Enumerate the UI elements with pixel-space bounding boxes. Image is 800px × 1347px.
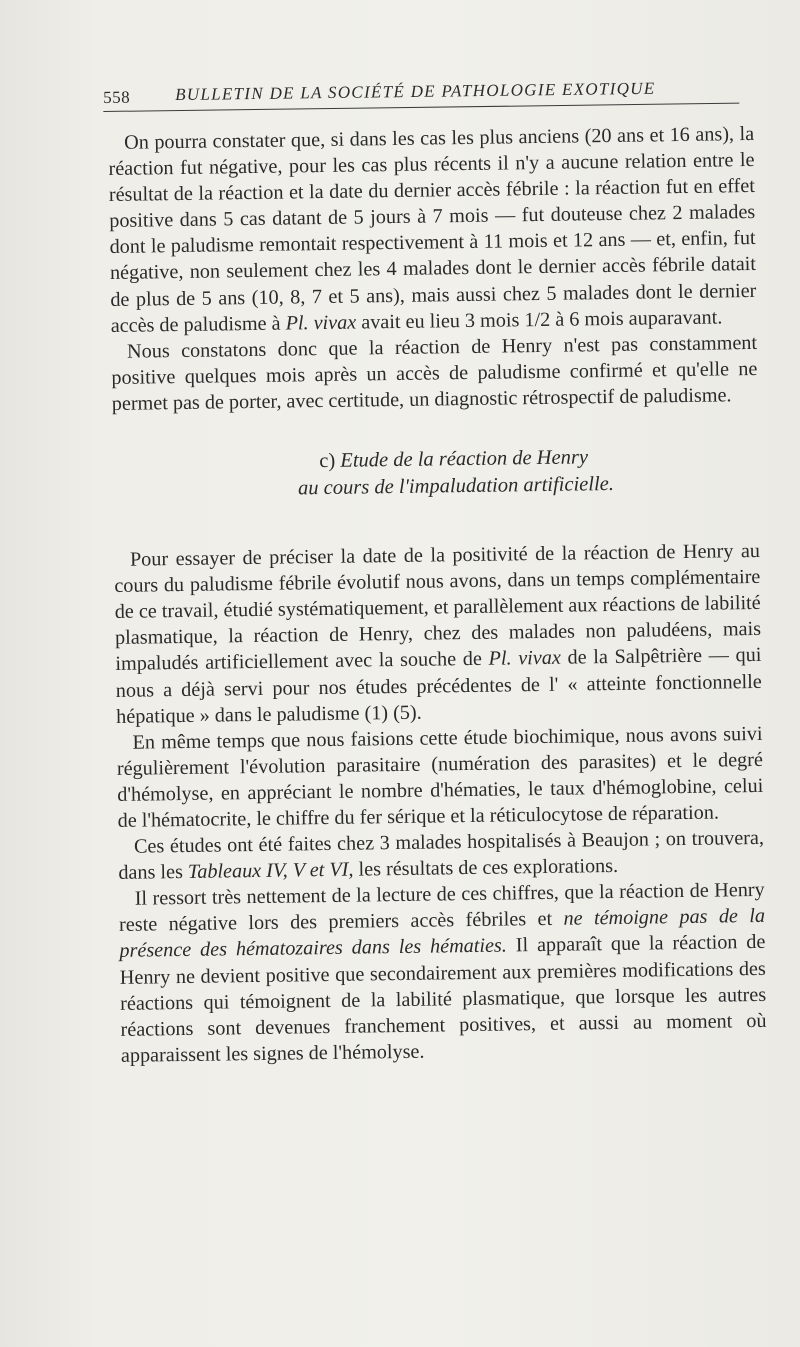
paragraph-text: avait eu lieu 3 mois 1/2 à 6 mois auparavant. <box>361 306 723 334</box>
paragraph <box>108 121 757 339</box>
paragraph-text: les résultats de ces explorations. <box>358 855 619 881</box>
table-reference: Tableaux IV, V et VI, <box>187 858 354 884</box>
paragraph: Nous constatons donc que la réaction de Henry n'est pas constamment positive quelques mois après un accès de paludisme confirmé et qu'elle ne permet pas de porter, avec certitude, un diagnostic rétrospectif de paludisme. <box>111 331 758 415</box>
paragraph: En même temps que nous faisions cette étude biochimique, nous avons suivi régulièrement l'évolution parasitaire (numération des parasites) et le degré d'hémolyse, en appréciant le nombre d'hématies, le taux d'hémoglobine, celui de l'hématocrite, le chiffre du fer sérique et la réticulocytose de réparation. <box>116 722 764 832</box>
body-text <box>108 121 767 1069</box>
section-heading <box>112 442 759 505</box>
paragraph <box>114 538 762 730</box>
page-number: 558 <box>103 87 131 107</box>
paragraph-text: de la Salpêtrière — qui nous a déjà servi pour nos études précédentes de l' « atteinte fonctionnelle hépatique » dans le paludisme (1) (5). <box>115 644 762 728</box>
paragraph-text: Il ressort très nettement de la lecture de ces chiffres, que la réaction de Henry reste négative lors des premiers accès fébriles et <box>118 879 765 937</box>
page-header <box>103 76 741 110</box>
paragraph <box>118 825 765 886</box>
section-title: Etude de la réaction de Henry <box>340 446 589 472</box>
paragraph-text: Pour essayer de préciser la date de la positivité de la réaction de Henry au cours du paludisme fébrile évolutif nous avons, dans un temps complémentaire de ce travail, étudié systématiquement, et parallèlement aux réactions de labilité plasmatique, la réaction de Henry, chez des malades non paludéens, mais impaludés artificiellement avec la souche de <box>114 539 762 676</box>
section-letter: c) <box>319 449 336 473</box>
paragraph-text: Ces études ont été faites chez 3 malades hospitalisés à Beaujon ; on trouvera, dans les <box>118 826 765 885</box>
species-name: Pl. vivax <box>488 647 562 671</box>
paragraph-text: Il apparaît que la réaction de Henry ne devient positive que secondairement aux premières modifications des réactions qui témoignent de la labilité plasmatique, que lorsque les autres réactions sont devenues franchement positives, et aussi au moment où apparaissent les signes de l'hémolyse. <box>119 931 767 1067</box>
running-title: BULLETIN DE LA SOCIÉTÉ DE PATHOLOGIE EXOTIQUE <box>175 78 656 105</box>
section-subtitle: au cours de l'impaludation artificielle. <box>297 473 615 500</box>
paragraph-text: On pourra constater que, si dans les cas les plus anciens (20 ans et 16 ans), la réaction fut négative, pour les cas plus récents il n'y a aucune relation entre le résultat de la réaction et la date du dernier accès fébrile : la réaction fut en effet positive dans 5 cas datant de 5 jours à 7 mois — fut douteuse chez 2 malades dont le paludisme remontait respectivement à 11 mois et 12 ans — et, enfin, fut négative, non seulement chez les 4 malades dont le dernier accès fébrile datait de plus de 5 ans (10, 8, 7 et 5 ans), mais aussi chez 5 malades dont le dernier accès de paludisme à <box>108 122 757 337</box>
emphasized-text: ne témoigne pas de la présence des hématozaires dans les hématies. <box>119 905 766 963</box>
paragraph <box>119 877 767 1069</box>
species-name: Pl. vivax <box>285 311 357 335</box>
